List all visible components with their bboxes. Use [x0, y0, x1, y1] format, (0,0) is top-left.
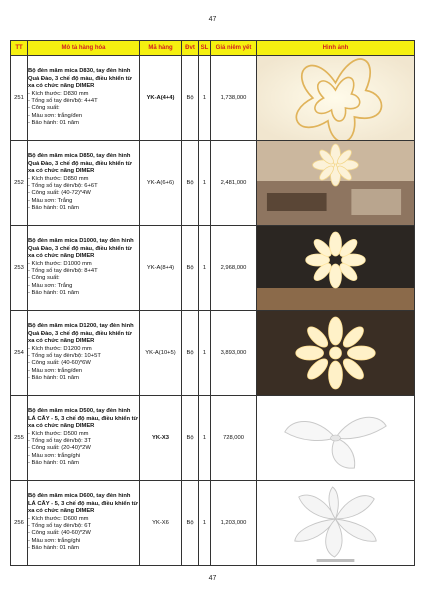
spec-line: - Bảo hành: 01 năm — [28, 120, 79, 127]
row-image — [257, 226, 415, 311]
product-title: Bộ đèn mâm mica D1200, tay đèn hình Quả Đào, 3 chế độ màu, điều khiển từ xa có chức năng DIMER — [28, 323, 134, 345]
peach-petal-ceiling-light-icon — [257, 141, 414, 225]
spec-line: - Bảo hành: 01 năm — [28, 290, 79, 297]
page-number-top: 47 — [208, 16, 217, 23]
row-code: YK-A(10+5) — [140, 311, 182, 396]
header-image: Hình ảnh — [257, 41, 415, 56]
spec-line: - Màu sơn: trắng/ghi — [28, 537, 81, 544]
table-header-row — [11, 41, 415, 56]
row-code: YK-A(6+6) — [140, 141, 182, 226]
product-title: Bộ đèn mâm mica D600, tay đèn hình LÁ CÂY - 5, 3 chế độ màu, điều khiển từ xa có chức năng DIMER — [28, 493, 138, 515]
table-row — [11, 141, 415, 226]
row-price: 1,203,000 — [211, 481, 257, 566]
header-qty: SL — [199, 41, 211, 56]
row-qty: 1 — [199, 311, 211, 396]
row-image — [257, 311, 415, 396]
header-tt: TT — [11, 41, 28, 56]
row-code: YK-A(4+4) — [140, 56, 182, 141]
table-row — [11, 56, 415, 141]
peach-petal-ceiling-light-icon — [257, 311, 414, 395]
row-unit: Bộ — [182, 56, 199, 141]
spec-line: - Kích thước: D600 mm — [28, 515, 89, 522]
spec-line: - Công suất: — [28, 105, 60, 112]
table-row — [11, 481, 415, 566]
header-code: Mã hàng — [140, 41, 182, 56]
spec-line: - Tổng số tay đèn/bộ: 10+5T — [28, 353, 101, 359]
row-price: 2,968,000 — [211, 226, 257, 311]
row-qty: 1 — [199, 141, 211, 226]
header-unit: Đvt — [182, 41, 199, 56]
row-code: YK-A(8+4) — [140, 226, 182, 311]
spec-line: - Tổng số tay đèn/bộ: 8+4T — [28, 268, 98, 274]
row-tt: 254 — [11, 311, 28, 396]
row-description — [28, 56, 140, 141]
spec-line: - Công suất: (40-60)*2W — [28, 530, 91, 537]
spec-line: - Tổng số tay đèn/bộ: 6+6T — [28, 183, 98, 189]
row-price: 3,893,000 — [211, 311, 257, 396]
row-tt: 251 — [11, 56, 28, 141]
row-image — [257, 56, 415, 141]
row-unit: Bộ — [182, 311, 199, 396]
spec-line: - Tổng số tay đèn/bộ: 6T — [28, 523, 92, 529]
row-tt: 252 — [11, 141, 28, 226]
spec-line: - Kích thước: D830 mm — [28, 90, 89, 97]
spec-line: - Kích thước: D500 mm — [28, 430, 89, 437]
spec-line: - Công suất: (40-72)*4W — [28, 190, 91, 197]
spec-line: - Tổng số tay đèn/bộ: 3T — [28, 438, 92, 444]
row-unit: Bộ — [182, 481, 199, 566]
product-title: Bộ đèn mâm mica D500, tay đèn hình LÁ CÂY - 5, 3 chế độ màu, điều khiển từ xa có chức năng DIMER — [28, 408, 138, 430]
leaf-ceiling-light-icon — [257, 481, 414, 565]
row-price: 2,481,000 — [211, 141, 257, 226]
spec-line: - Kích thước: D850 mm — [28, 175, 89, 182]
row-unit: Bộ — [182, 141, 199, 226]
row-description — [28, 481, 140, 566]
spec-line: - Bảo hành: 01 năm — [28, 545, 79, 552]
row-price: 1,738,000 — [211, 56, 257, 141]
row-qty: 1 — [199, 56, 211, 141]
peach-petal-ceiling-light-icon — [257, 226, 414, 310]
row-qty: 1 — [199, 481, 211, 566]
row-qty: 1 — [199, 226, 211, 311]
row-description — [28, 311, 140, 396]
row-description — [28, 396, 140, 481]
row-code: YK-X3 — [140, 396, 182, 481]
spec-line: - Bảo hành: 01 năm — [28, 375, 79, 382]
row-tt: 253 — [11, 226, 28, 311]
row-price: 728,000 — [211, 396, 257, 481]
product-catalog-table — [10, 40, 415, 566]
spec-line: - Tổng số tay đèn/bộ: 4+4T — [28, 98, 98, 104]
table-row — [11, 396, 415, 481]
row-code: YK-X6 — [140, 481, 182, 566]
spec-line: - Bảo hành: 01 năm — [28, 460, 79, 467]
spec-line: - Công suất: (40-60)*6W — [28, 360, 91, 367]
row-unit: Bộ — [182, 396, 199, 481]
row-description — [28, 141, 140, 226]
header-price: Giá niêm yết — [211, 41, 257, 56]
table-row — [11, 311, 415, 396]
row-image — [257, 396, 415, 481]
spec-line: - Công suất: — [28, 275, 60, 282]
row-tt: 256 — [11, 481, 28, 566]
row-image — [257, 481, 415, 566]
spec-line: - Màu sơn: trắng/đen — [28, 367, 83, 374]
row-description — [28, 226, 140, 311]
product-title: Bộ đèn mâm mica D850, tay đèn hình Quả Đào, 3 chế độ màu, điều khiển từ xa có chức năng DIMER — [28, 153, 132, 175]
peach-petal-ceiling-light-icon — [257, 56, 414, 140]
spec-line: - Kích thước: D1200 mm — [28, 345, 92, 352]
page-number-bottom: 47 — [208, 575, 217, 582]
table-row — [11, 226, 415, 311]
spec-line: - Kích thước: D1000 mm — [28, 260, 92, 267]
product-title: Bộ đèn mâm mica D830, tay đèn hình Quả Đào, 3 chế độ màu, điều khiển từ xa có chức năng DIMER — [28, 68, 132, 90]
header-description: Mô tả hàng hóa — [28, 41, 140, 56]
spec-line: - Bảo hành: 01 năm — [28, 205, 79, 212]
row-image — [257, 141, 415, 226]
leaf-ceiling-light-icon — [257, 396, 414, 480]
row-unit: Bộ — [182, 226, 199, 311]
product-title: Bộ đèn mâm mica D1000, tay đèn hình Quả Đào, 3 chế độ màu, điều khiển từ xa có chức năng DIMER — [28, 238, 134, 260]
row-qty: 1 — [199, 396, 211, 481]
spec-line: - Màu sơn: trắng/ghi — [28, 452, 81, 459]
spec-line: - Công suất: (20-40)*2W — [28, 445, 91, 452]
spec-line: - Màu sơn: trắng/đen — [28, 112, 83, 119]
spec-line: - Màu sơn: Trắng — [28, 282, 73, 289]
spec-line: - Màu sơn: Trắng — [28, 197, 73, 204]
row-tt: 255 — [11, 396, 28, 481]
